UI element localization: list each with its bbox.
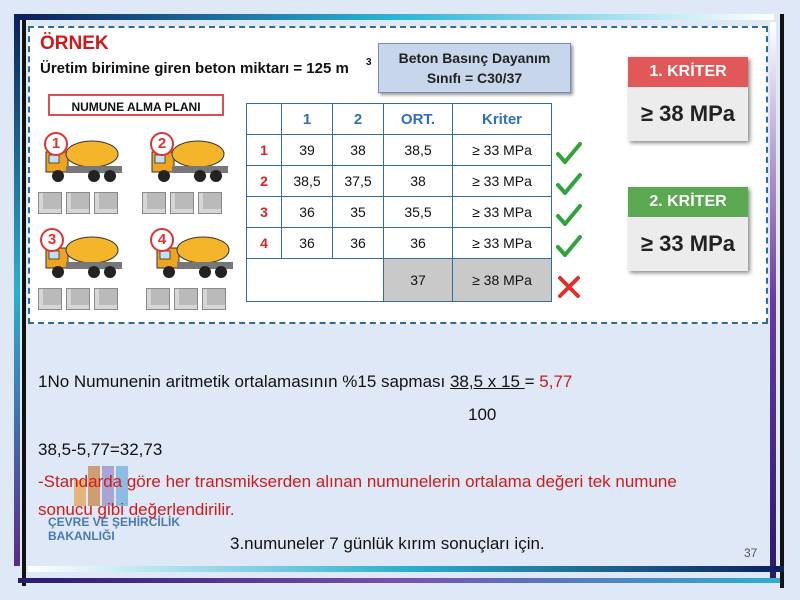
header-cell <box>247 104 282 135</box>
right-edge-bar-2 <box>780 14 784 588</box>
sample-cube <box>66 288 90 310</box>
header-cell: Kriter <box>453 104 552 135</box>
logo-line-1: ÇEVRE VE ŞEHİRCİLİK <box>48 515 181 529</box>
row-number: 2 <box>247 166 282 197</box>
header-cell: 1 <box>282 104 333 135</box>
sample-cube <box>66 192 90 214</box>
footnote: 3.numuneler 7 günlük kırım sonuçları için. <box>230 534 545 553</box>
criterion-value: ≥ 33 MPa <box>453 228 552 259</box>
sample-cube <box>170 192 194 214</box>
sample-cube <box>94 192 118 214</box>
left-edge-bar-2 <box>22 20 26 586</box>
sample-cube <box>94 288 118 310</box>
concrete-amount-text: Üretim birimine giren beton miktarı = 125 m <box>40 60 349 77</box>
criterion-value: ≥ 33 MPa <box>453 197 552 228</box>
sample-cube <box>146 288 170 310</box>
criterion-2-value: ≥ 33 MPa <box>628 217 748 271</box>
sample-cube <box>142 192 166 214</box>
average-value: 38 <box>384 166 453 197</box>
summary-empty-cell <box>247 259 384 302</box>
criterion-1-label: 1. KRİTER <box>628 57 748 87</box>
slide-title: ÖRNEK <box>40 33 109 54</box>
sample-1-value: 36 <box>282 197 333 228</box>
calculation-text: 1No Numunenin aritmetik ortalamasının %15 sapması <box>38 372 450 391</box>
concrete-class-line1: Beton Basınç Dayanım <box>398 50 551 66</box>
sample-cube <box>202 288 226 310</box>
criterion-value: ≥ 33 MPa <box>453 166 552 197</box>
calculation-denominator: 100 <box>468 405 497 424</box>
check-icon <box>556 202 582 228</box>
table-summary-row <box>247 259 552 302</box>
sample-2-value: 37,5 <box>333 166 384 197</box>
row-number: 4 <box>247 228 282 259</box>
average-value: 36 <box>384 228 453 259</box>
bottom-edge-bar <box>28 566 784 572</box>
sample-cube <box>198 192 222 214</box>
criterion-2-box <box>628 187 748 271</box>
page-number: 37 <box>744 546 758 560</box>
sample-2-value: 35 <box>333 197 384 228</box>
standard-note-line-1: -Standarda göre her transmikserden alınan numunelerin ortalama değeri tek numune <box>38 472 677 491</box>
header-cell: ORT. <box>384 104 453 135</box>
criterion-value: ≥ 33 MPa <box>453 135 552 166</box>
criterion-2-label: 2. KRİTER <box>628 187 748 217</box>
calculation-result: 5,77 <box>539 372 573 391</box>
results-table <box>246 103 552 302</box>
logo-line-2: BAKANLIĞI <box>48 529 115 543</box>
sample-cube <box>38 192 62 214</box>
standard-note-line-2: sonucu gibi değerlendirilir. <box>38 500 235 519</box>
truck-number-4: 4 <box>150 228 174 252</box>
cross-icon <box>556 274 582 300</box>
sample-2-value: 38 <box>333 135 384 166</box>
sample-2-value: 36 <box>333 228 384 259</box>
table-row <box>247 166 552 197</box>
cubic-superscript: 3 <box>366 57 372 68</box>
calculation-difference: 38,5-5,77=32,73 <box>38 440 163 459</box>
calculation-line <box>38 372 572 392</box>
sample-1-value: 36 <box>282 228 333 259</box>
table-row <box>247 197 552 228</box>
concrete-class-box <box>378 43 571 93</box>
criterion-1-box <box>628 57 748 141</box>
truck-number-3: 3 <box>40 228 64 252</box>
sample-1-value: 38,5 <box>282 166 333 197</box>
table-row <box>247 228 552 259</box>
table-header-row <box>247 104 552 135</box>
calculation-numerator: 38,5 x 15 <box>449 372 525 391</box>
criterion-1-value: ≥ 38 MPa <box>628 87 748 141</box>
sampling-plan-label: NUMUNE ALMA PLANI <box>48 94 224 116</box>
table-row <box>247 135 552 166</box>
concrete-class-line2: Sınıfı = C30/37 <box>426 70 523 86</box>
sample-cube <box>174 288 198 310</box>
row-number: 3 <box>247 197 282 228</box>
row-number: 1 <box>247 135 282 166</box>
sample-cube <box>38 288 62 310</box>
check-icon <box>556 171 582 197</box>
truck-number-1: 1 <box>44 132 68 156</box>
check-icon <box>556 233 582 259</box>
bottom-edge-bar-2 <box>18 578 780 583</box>
average-value: 38,5 <box>384 135 453 166</box>
calculation-equals: = <box>524 372 540 391</box>
average-value: 35,5 <box>384 197 453 228</box>
truck-number-2: 2 <box>150 132 174 156</box>
left-edge-bar <box>14 14 20 566</box>
overall-criterion: ≥ 38 MPa <box>453 259 552 302</box>
check-icon <box>556 140 582 166</box>
top-edge-bar <box>18 14 774 20</box>
right-edge-bar <box>770 22 776 578</box>
overall-average: 37 <box>384 259 453 302</box>
sample-1-value: 39 <box>282 135 333 166</box>
header-cell: 2 <box>333 104 384 135</box>
